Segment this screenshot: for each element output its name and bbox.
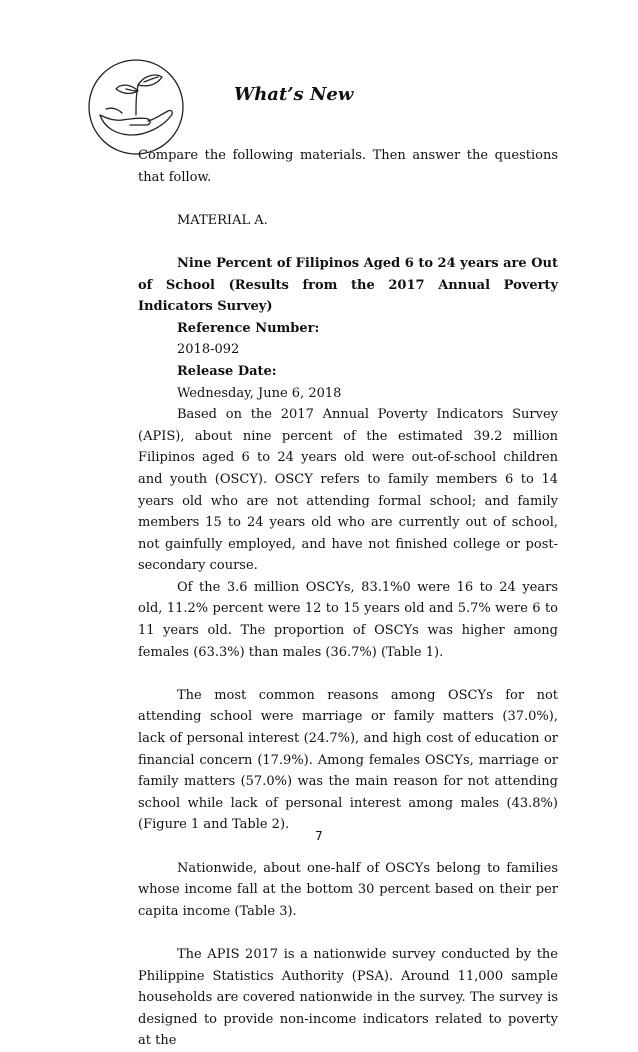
- release-label: Release Date:: [177, 363, 277, 379]
- reference-value: 2018-092: [177, 342, 240, 358]
- paragraph-overview: Based on the 2017 Annual Poverty Indicators Survey (APIS), about nine percent of the estimated 39.2 million Filipinos aged 6 to 24 years old were out-of-school children and youth (OSCY). OSCY refers to family members 6 to 14 years old who are not attending formal school; and family members 15 to 24 years old who are currently out of school, not gainfully employed, and have not finished college or post-secondary course.: [138, 407, 558, 574]
- article-headline: Nine Percent of Filipinos Aged 6 to 24 years are Out of School (Results from the 2017 Annual Poverty Indicators Survey): [138, 255, 558, 315]
- paragraph-age-sex: Of the 3.6 million OSCYs, 83.1%0 were 16 to 24 years old, 11.2% percent were 12 to 15 years old and 5.7% were 6 to 11 years old. The proportion of OSCYs was higher among females (63.3%) than males (36.7%) (Table 1).: [138, 579, 558, 660]
- page-number: 7: [315, 829, 323, 843]
- paragraph-reasons: The most common reasons among OSCYs for not attending school were marriage or family matters (37.0%), lack of personal interest (24.7%), and high cost of education or financial concern (17.9%). Among females OSCYs, marriage or family matters (57.0%) was the main reason for not attending school while lack of personal interest among males (43.8%) (Figure 1 and Table 2).: [138, 687, 558, 833]
- hand-holding-seedling-icon: [86, 57, 186, 157]
- material-label: MATERIAL A.: [177, 212, 268, 228]
- page-content: [138, 145, 558, 1052]
- reference-label: Reference Number:: [177, 320, 320, 336]
- paragraph-apis: The APIS 2017 is a nationwide survey conducted by the Philippine Statistics Authority (PSA). Around 11,000 sample households are covered nationwide in the survey. The survey is designed to provide non-income indicators related to poverty at the: [138, 946, 558, 1049]
- release-value: Wednesday, June 6, 2018: [177, 385, 342, 401]
- paragraph-income: Nationwide, about one-half of OSCYs belong to families whose income fall at the bottom 30 percent based on their per capita income (Table 3).: [138, 860, 558, 919]
- section-title: What’s New: [234, 84, 354, 105]
- intro-text: Compare the following materials. Then answer the questions that follow.: [138, 148, 558, 185]
